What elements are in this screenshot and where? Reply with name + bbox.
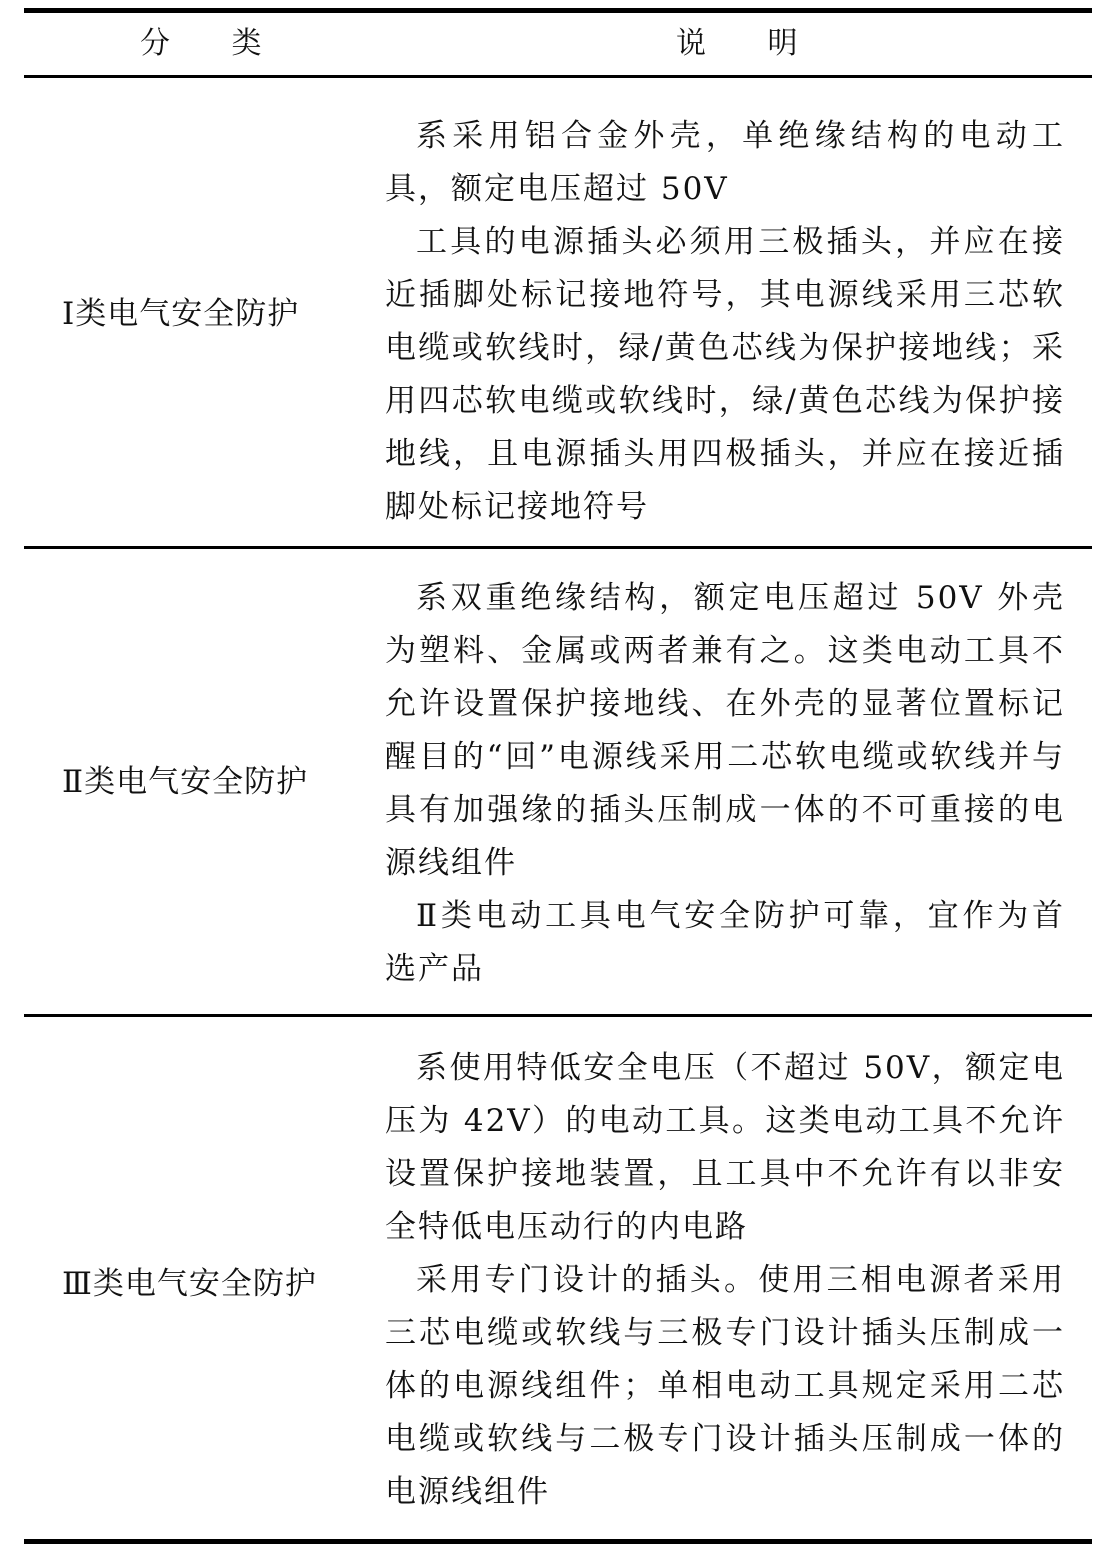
row-description — [385, 110, 1065, 534]
row-category: Ⅱ类电气安全防护 — [62, 764, 309, 800]
row-divider — [24, 1014, 1092, 1017]
header-description: 说 明 — [676, 26, 824, 61]
description-paragraph: Ⅱ类电动工具电气安全防护可靠，宜作为首选产品 — [385, 898, 1065, 987]
row-category: Ⅰ类电气安全防护 — [62, 296, 300, 332]
table-bottom-rule — [24, 1539, 1092, 1544]
row-category: Ⅲ类电气安全防护 — [62, 1266, 317, 1302]
header-category: 分 类 — [140, 26, 288, 61]
header-rule — [24, 75, 1092, 78]
row-divider — [24, 546, 1092, 549]
description-paragraph: 系使用特低安全电压（不超过 50V，额定电压为 42V）的电动工具。这类电动工具不允许设置保护接地装置，且工具中不允许有以非安全特低电压动行的内电路 — [385, 1050, 1065, 1245]
description-paragraph: 系双重绝缘结构，额定电压超过 50V 外壳为塑料、金属或两者兼有之。这类电动工具不允许设置保护接地线、在外壳的显著位置标记醒目的“回”电源线采用二芯软电缆或软线并与具有加强缘的插头压制成一体的不可重接的电源线组件 — [385, 580, 1065, 881]
row-description — [385, 572, 1065, 996]
description-paragraph: 采用专门设计的插头。使用三相电源者采用三芯电缆或软线与三极专门设计插头压制成一体的电源线组件；单相电动工具规定采用二芯电缆或软线与二极专门设计插头压制成一体的电源线组件 — [385, 1262, 1065, 1510]
table-top-rule — [24, 8, 1092, 13]
row-description — [385, 1042, 1065, 1519]
description-paragraph: 系采用铝合金外壳，单绝缘结构的电动工具，额定电压超过 50V — [385, 118, 1065, 207]
description-paragraph: 工具的电源插头必须用三极插头，并应在接近插脚处标记接地符号，其电源线采用三芯软电缆或软线时，绿/黄色芯线为保护接地线；采用四芯软电缆或软线时，绿/黄色芯线为保护接地线，且电源插头用四极插头，并应在接近插脚处标记接地符号 — [385, 224, 1065, 525]
